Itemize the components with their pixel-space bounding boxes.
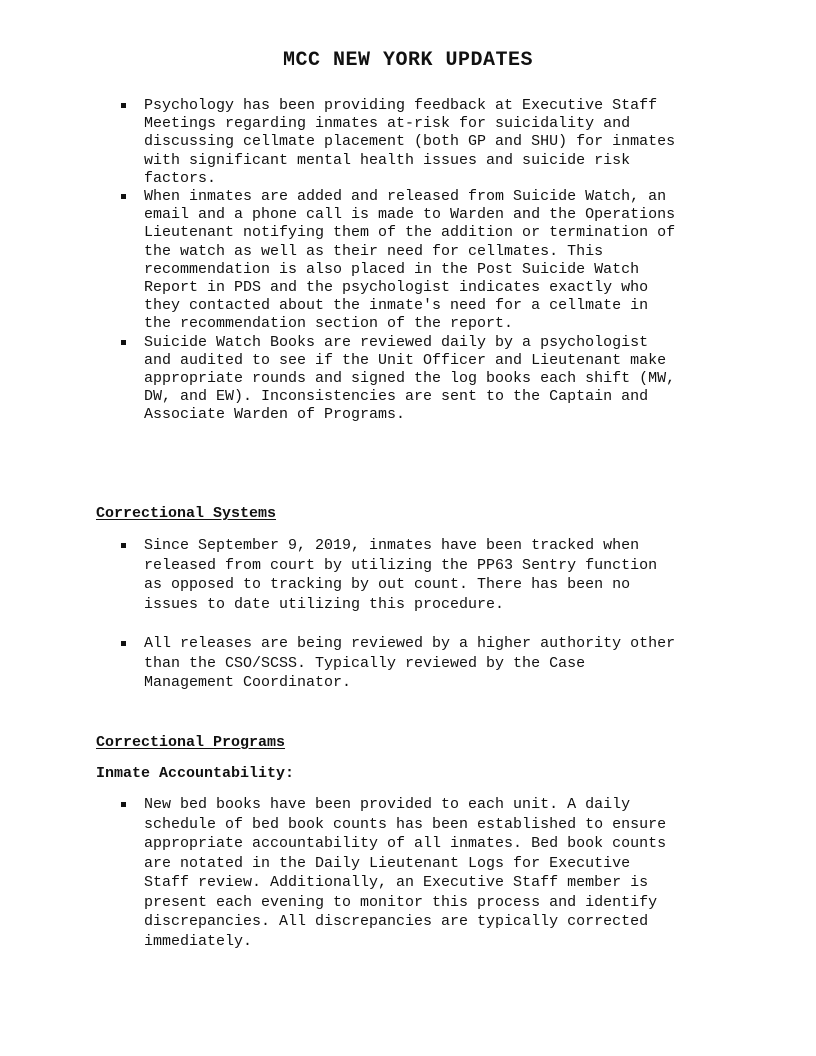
list-item: [0, 188, 816, 334]
bullet-marker-icon: [121, 641, 126, 646]
bullet-marker-icon: [121, 194, 126, 199]
list-item: [0, 334, 816, 425]
list-item: [0, 536, 816, 614]
list-item-text: All releases are being reviewed by a higher authority other than the CSO/SCSS. Typically reviewed by the Case Management Coordinator.: [144, 635, 676, 691]
programs-bullet-list: [0, 795, 816, 951]
list-item-text: Psychology has been providing feedback at Executive Staff Meetings regarding inmates at-risk for suicidality and discussing cellmate placement (both GP and SHU) for inmates with significant mental health issues and suicide risk factors.: [144, 97, 676, 187]
subheading-inmate-accountability: Inmate Accountability:: [96, 765, 295, 782]
section-heading-correctional-systems: [96, 505, 276, 522]
list-item-text: New bed books have been provided to each unit. A daily schedule of bed book counts has been established to ensure appropriate accountability of all inmates. Bed book counts are notated in the Daily Lieutenant Logs for Executive Staff review. Additionally, an Executive Staff member is present each evening to monitor this process and identify discrepancies. All discrepancies are typically corrected immediately.: [144, 796, 667, 950]
page-title: MCC NEW YORK UPDATES: [282, 49, 534, 72]
systems-bullet-list: [0, 536, 816, 614]
list-item-text: Since September 9, 2019, inmates have been tracked when released from court by utilizing the PP63 Sentry function as opposed to tracking by out count. There has been no issues to date utilizing this procedure.: [144, 537, 658, 613]
bullet-marker-icon: [121, 802, 126, 807]
bullet-marker-icon: [121, 543, 126, 548]
bullet-marker-icon: [121, 103, 126, 108]
psychology-bullet-list: [0, 97, 816, 425]
list-item: [0, 795, 816, 951]
section-heading-text: Correctional Programs: [96, 734, 286, 751]
list-item: [0, 97, 816, 188]
list-item-text: When inmates are added and released from Suicide Watch, an email and a phone call is made to Warden and the Operations Lieutenant notifying them of the addition or termination of the watch as well as their need for cellmates. This recommendation is also placed in the Post Suicide Watch Report in PDS and the psychologist indicates exactly who they contacted about the inmate's need for a cellmate in the recommendation section of the report.: [144, 188, 676, 333]
section-heading-correctional-programs: [96, 734, 285, 751]
systems-bullet-list-2: [0, 634, 816, 693]
list-item-text: Suicide Watch Books are reviewed daily by a psychologist and audited to see if the Unit Officer and Lieutenant make appropriate rounds and signed the log books each shift (MW, DW, and EW). Inconsistencies are sent to the Captain and Associate Warden of Programs.: [144, 333, 676, 424]
section-heading-text: Correctional Systems: [96, 505, 277, 522]
bullet-marker-icon: [121, 340, 126, 345]
list-item: [0, 634, 816, 693]
